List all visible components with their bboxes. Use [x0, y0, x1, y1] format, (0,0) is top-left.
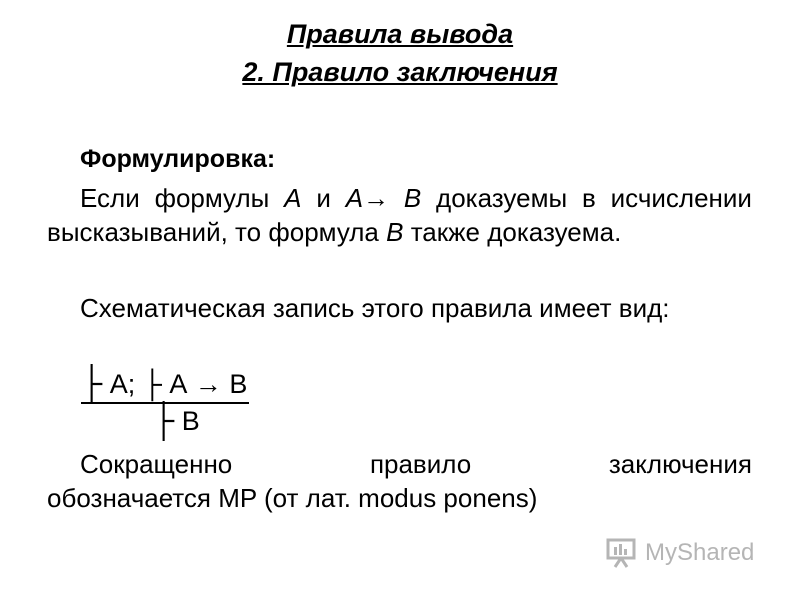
abbreviation-word-2: правило — [369, 449, 472, 479]
formulation-paragraph — [47, 181, 752, 249]
abbreviation-paragraph — [47, 447, 752, 515]
formula-b: В — [386, 217, 404, 247]
formulation-text-2: и — [301, 183, 346, 213]
section-label: Формулировка: — [80, 145, 276, 173]
slide-title: Правила вывода — [286, 19, 514, 49]
abbreviation-word-3: заключения — [608, 449, 752, 479]
formulation-text-3: доказуемы в исчислении высказываний, то формула — [47, 183, 752, 247]
schema-conclusion — [153, 402, 200, 439]
schema-premises-text: А; ├ А → В — [109, 369, 248, 399]
formula-a-implies-b: А→ В — [345, 183, 422, 213]
schema-conclusion-text: В — [181, 406, 200, 436]
presentation-board-icon — [605, 536, 639, 570]
watermark — [605, 536, 754, 570]
turnstile-symbol: ├ — [81, 365, 103, 402]
turnstile-symbol: ├ — [153, 402, 175, 439]
abbreviation-word-1: Сокращенно — [80, 449, 233, 479]
slide-subtitle: 2. Правило заключения — [242, 57, 558, 87]
formulation-text-4: также доказуема. — [403, 217, 622, 247]
watermark-text: MyShared — [645, 539, 755, 566]
formulation-text-1: Если формулы — [80, 183, 285, 213]
formula-a: А — [284, 183, 302, 213]
abbreviation-line-1 — [47, 447, 752, 481]
schema-premises — [81, 365, 249, 404]
schema-intro-paragraph: Схематическая запись этого правила имеет вид: — [80, 293, 670, 323]
abbreviation-line-2: обозначается MP (от лат. modus ponens) — [47, 483, 538, 513]
